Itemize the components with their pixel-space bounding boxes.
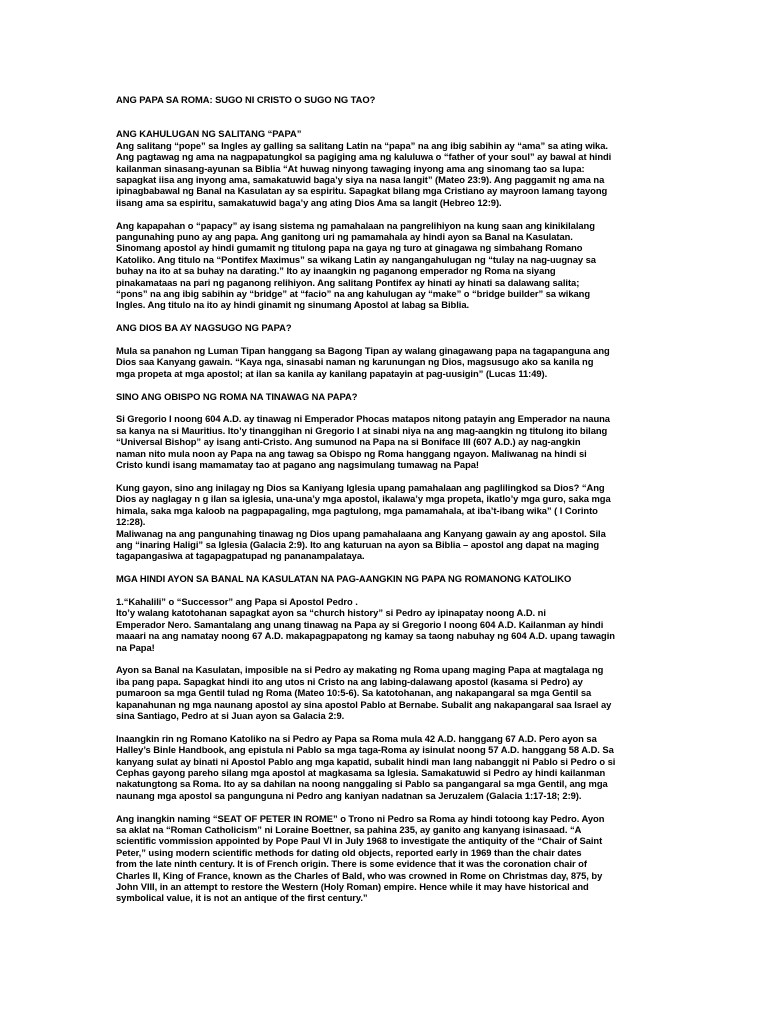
text-line: Emperador Nero. Samantalang ang unang tinawag na Papa ay si Gregorio I noong 604 A.D. Kailanman ay hindi bbox=[116, 618, 604, 630]
text-line: mga propeta at mga apostol; at ilan sa kanila ay kanilang papatayin at pag-uusigin” (Lucas 11:49). bbox=[116, 367, 548, 379]
text-line: sapagkat iisa ang inyong ama, samakatuwid baga’y siya na nasa langit” (Mateo 23:9). Ang paggamit ng ama na bbox=[116, 174, 605, 186]
text-line: Mula sa panahon ng Luman Tipan hanggang sa Bagong Tipan ay walang ginagawang papa na tagapanguna ang bbox=[116, 345, 610, 357]
text-line: “pons” na ang ibig sabihin ay “bridge” at “facio” na ang kahulugan ay “make” o “bridge builder” sa wikang bbox=[116, 288, 591, 300]
text-line: pangunahing puno ay ang papa. Ang ganitong uri ng pamamahala ay hindi ayon sa Banal na Kasulatan. bbox=[116, 231, 573, 243]
text-line: Maliwanag na ang pangunahing tinawag ng Dios upang pamahalaana ang Kanyang gawain ay ang apostol. Sila bbox=[116, 527, 606, 539]
paragraph bbox=[116, 413, 728, 470]
paragraph bbox=[116, 813, 728, 904]
text-line: na Papa! bbox=[116, 641, 155, 653]
text-line: from the late ninth century. It is of French origin. There is some evidence that it was the coronation chair of bbox=[116, 858, 587, 870]
text-line: scientific vommission appointed by Pope Paul VI in July 1968 to investigate the antiquity of the “Chair of Saint bbox=[116, 835, 603, 847]
paragraph bbox=[116, 140, 728, 208]
text-line: Katoliko. Ang titulo na “Pontifex Maximus” sa wikang Latin ay nangangahulugan ng “tulay na nag-uugnay sa bbox=[116, 253, 596, 265]
section-heading-obispo: SINO ANG OBISPO NG ROMA NA TINAWAG NA PAPA? bbox=[116, 390, 358, 402]
document-title: ANG PAPA SA ROMA: SUGO NI CRISTO O SUGO NG TAO? bbox=[116, 94, 376, 105]
text-line: himala, saka mga kaloob na pagpapagaling, mga pagtulong, mga pamamahala, at iba’t-ibang wika” ( I Corinto bbox=[116, 504, 598, 516]
text-line: Kung gayon, sino ang inilagay ng Dios sa Kaniyang Iglesia upang pamahalaan ang paglilingkod sa Dios? “Ang bbox=[116, 481, 605, 493]
text-line: pinakamataas na pari ng paganong relihiyon. Ang salitang Pontifex ay hinati ay hinati sa dalawang salita; bbox=[116, 276, 580, 288]
section-heading-hindi-ayon: MGA HINDI AYON SA BANAL NA KASULATAN NA PAG-AANGKIN NG PAPA NG ROMANONG KATOLIKO bbox=[116, 573, 572, 585]
text-line: pumaroon sa mga Gentil tulad ng Roma (Mateo 10:5-6). Sa katotohanan, ang nakapangaral sa mga Gentil sa bbox=[116, 687, 592, 699]
text-line: iisang ama sa espiritu, samakatuwid baga’y ang ating Dios Ama sa langit (Hebreo 12:9). bbox=[116, 196, 502, 208]
text-line: Ang salitang “pope” sa Ingles ay galling sa salitang Latin na “papa” na ang ibig sabihin ay “ama” sa ating wika. bbox=[116, 139, 608, 151]
text-line: Cephas gayong pareho silang mga apostol at magkasama sa Iglesia. Samakatuwid si Pedro ay hindi kailanman bbox=[116, 767, 606, 778]
text-line: Ingles. Ang titulo na ito ay hindi ginamit ng sinumang Apostol at labag sa Biblia. bbox=[116, 299, 470, 311]
text-line: kanyang sulat ay binati ni Apostol Pablo ang mga kapatid, subalit hindi man lang nabanggit ni Pablo si Pedro o si bbox=[116, 755, 616, 767]
text-line: Inaangkin rin ng Romano Katoliko na si Pedro ay Papa sa Roma mula 42 A.D. hanggang 67 A.D. Pero ayon sa bbox=[116, 732, 597, 744]
text-line: Halley’s Binle Handbook, ang epistula ni Pablo sa mga taga-Roma ay isinulat noong 57 A.D. hanggang 58 A.D. Sa bbox=[116, 744, 614, 756]
text-line: 1.“Kahalili” o “Successor” ang Papa si Apostol Pedro . bbox=[116, 595, 358, 607]
text-line: Ayon sa Banal na Kasulatan, imposible na si Pedro ay makating ng Roma upang maging Papa at magtalaga ng bbox=[116, 664, 604, 676]
text-line: naunang mga apostol sa pangunguna ni Pedro ang kaniyan nadatnan sa Jeruzalem (Galacia 1:17-18; 2:9). bbox=[116, 789, 582, 801]
text-line: sa aklat na “Roman Catholicism” ni Loraine Boettner, sa pahina 235, ay ganito ang kanyang isinasaad. “A bbox=[116, 824, 582, 836]
text-line: ang “inaring Haligi” sa Iglesia (Galacia 2:9). Ito ang katuruan na ayon sa Biblia – apostol ang dapat na maging bbox=[116, 538, 600, 550]
text-line: Peter,” using modern scientific methods for dating old objects, reported early in 1969 than the chair dates bbox=[116, 846, 582, 858]
section-heading-kahulugan: ANG KAHULUGAN NG SALITANG “PAPA” bbox=[116, 128, 302, 140]
text-line: kapanahunan ng mga naunang apostol ay sina apostol Pablo at Bernabe. Subalit ang nakapangaral saa Israel ay bbox=[116, 698, 612, 710]
text-line: Ang inangkin naming “SEAT OF PETER IN ROME” o Trono ni Pedro sa Roma ay hindi totoong kay Pedro. Ayon bbox=[116, 812, 605, 824]
text-line: nakatungtong sa Roma. Ito ay sa dahilan na noong nanggaling si Pablo sa pangangaral sa mga Gentil, ang mga bbox=[116, 778, 608, 790]
text-line: John VIII, in an attempt to restore the Western (Holy Roman) empire. Hence while it may have historical and bbox=[116, 881, 589, 893]
paragraph bbox=[116, 220, 728, 311]
text-line: Ito’y walang katotohanan sapagkat ayon sa “church history” si Pedro ay ipinapatay noong A.D. ni bbox=[116, 607, 546, 619]
text-line: sa kanya na si Mauritius. Ito’y tinanggihan ni Gregorio I at sinabi niya na ang mag-aangkin ng titulong ito bilang bbox=[116, 424, 608, 436]
section-heading-nagsugo: ANG DIOS BA AY NAGSUGO NG PAPA? bbox=[116, 322, 292, 334]
paragraph bbox=[116, 733, 728, 801]
text-line: Sinomang apostol ay hindi gumamit ng titulong papa na gaya ng turo at ginagawa ng simbahang Romano bbox=[116, 242, 583, 254]
text-line: Dios saa Kanyang gawain. “Kaya nga, sinasabi naman ng karunungan ng Dios, magsusugo ako sa kanila ng bbox=[116, 356, 594, 368]
text-line: kailanman sinasang-ayunan sa Biblia “At huwag ninyong tawaging inyong ama ang sinomang tao sa lupa: bbox=[116, 162, 585, 174]
text-line: symbolical value, it is not an antique of the first century.” bbox=[116, 892, 368, 904]
text-line: Si Gregorio I noong 604 A.D. ay tinawag ni Emperador Phocas matapos nitong patayin ang Emperador na nauna bbox=[116, 413, 610, 425]
text-line: Cristo kundi isang mamamatay tao at pagano ang nagsimulang tumawag na Papa! bbox=[116, 459, 479, 471]
text-line: Ang pagtawag ng ama na nagpapatungkol sa pagiging ama ng kaluluwa o “father of your soul” ay bawal at hindi bbox=[116, 151, 612, 163]
paragraph bbox=[116, 664, 728, 721]
text-line: “Universal Bishop” ay isang anti-Cristo. Ang sumunod na Papa na si Boniface III (607 A.D.) ay nag-angkin bbox=[116, 436, 581, 448]
text-line: tagapangasiwa at tagapagpatupad ng pananampalataya. bbox=[116, 550, 365, 562]
text-line: ipinagbabawal ng Banal na Kasulatan ay sa espiritu. Sapagkat bilang mga Cristiano ay mayroon lamang tayong bbox=[116, 185, 608, 197]
text-line: iba pang papa. Sapagkat hindi ito ang utos ni Cristo na ang labing-dalawang apostol (kasama si Pedro) ay bbox=[116, 675, 583, 687]
text-line: Charles II, King of France, known as the Charles of Bald, who was crowned in Rome on Christmas day, 875, by bbox=[116, 869, 603, 881]
text-line: maaari na ang namatay noong 67 A.D. makapagpapatong ng kamay sa taong nabuhay ng 604 A.D. upang tawagin bbox=[116, 630, 615, 642]
paragraph bbox=[116, 596, 728, 653]
text-line: naman nito mula noon ay Papa na ang tawag sa Obispo ng Roma hanggang ngayon. Maliwanag na hindi si bbox=[116, 447, 587, 459]
paragraph bbox=[116, 345, 728, 379]
text-line: sina Santiago, Pedro at si Juan ayon sa Galacia 2:9. bbox=[116, 709, 345, 721]
text-line: Dios ay naglagay n g ilan sa iglesia, una-una’y mga apostol, ikalawa’y mga propeta, ikatlo’y mga guro, saka mga bbox=[116, 493, 611, 505]
text-line: 12:28). bbox=[116, 516, 146, 528]
text-line: Ang kapapahan o “papacy” ay isang sistema ng pamahalaan na pangrelihiyon na kung saan ang kinikilalang bbox=[116, 219, 595, 231]
text-line: buhay na ito at sa buhay na darating.” Ito ay inaangkin ng paganong emperador ng Roma na siyang bbox=[116, 265, 556, 277]
paragraph bbox=[116, 482, 728, 562]
